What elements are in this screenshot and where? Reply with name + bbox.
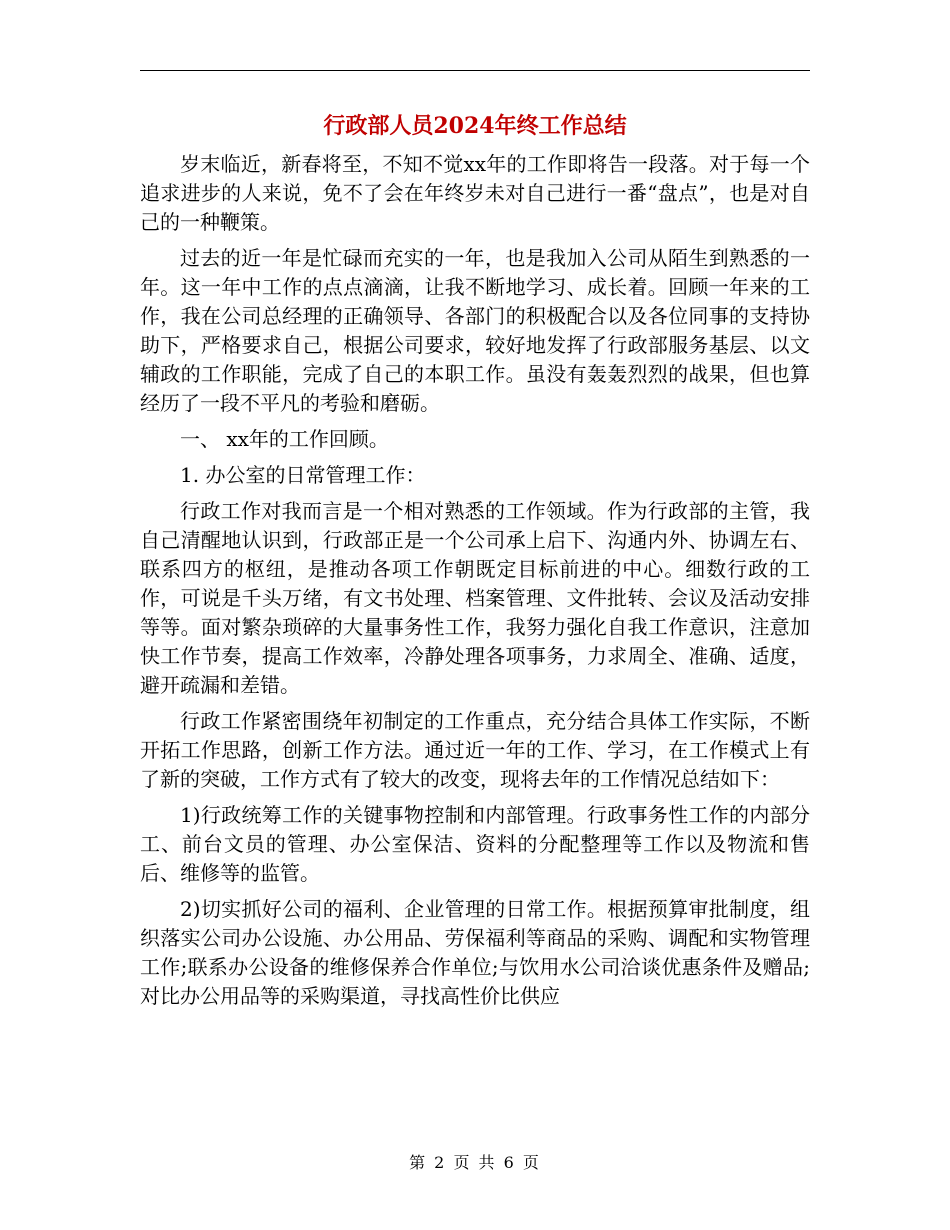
paragraph-intro: 岁末临近，新春将至，不知不觉xx年的工作即将告一段落。对于每一个追求进步的人来说，免不了会在年终岁未对自己进行一番“盘点”，也是对自己的一种鞭策。 (140, 152, 810, 234)
list-item-2: 2)切实抓好公司的福利、企业管理的日常工作。根据预算审批制度，组织落实公司办公设施、办公用品、劳保福利等商品的采购、调配和实物管理工作;联系办公设备的维修保养合作单位;与饮用水公司洽谈优惠条件及赠品;对比办公用品等的采购渠道，寻找高性价比供应 (140, 897, 810, 1008)
section-heading-review: 一、 xx年的工作回顾。 (180, 427, 389, 451)
paragraph-admin-work: 行政工作对我而言是一个相对熟悉的工作领域。作为行政部的主管，我自己清醒地认识到，行政部正是一个公司承上启下、沟通内外、协调左右、联系四方的枢纽，是推动各项工作朝既定目标前进的中心。细数行政的工作，可说是千头万绪，有文书处理、档案管理、文件批转、会议及活动安排等等。面对繁杂琐碎的大量事务性工作，我努力强化自我工作意识，注意加快工作节奏，提高工作效率，冷静处理各项事务，力求周全、准确、适度，避开疏漏和差错。 (140, 499, 810, 697)
page-number: 第 2 页 共 6 页 (409, 1153, 541, 1172)
header-rule (140, 70, 810, 71)
document-body (140, 150, 810, 1018)
paragraph-past-year: 过去的近一年是忙碌而充实的一年，也是我加入公司从陌生到熟悉的一年。这一年中工作的点点滴滴，让我不断地学习、成长着。回顾一年来的工作，我在公司总经理的正确领导、各部门的积极配合以及各位同事的支持协助下，严格要求自己，根据公司要求，较好地发挥了行政部服务基层、以文辅政的工作职能，完成了自己的本职工作。虽没有轰轰烈烈的战果，但也算经历了一段不平凡的考验和磨砺。 (140, 246, 810, 415)
list-item-1: 1)行政统筹工作的关键事物控制和内部管理。行政事务性工作的内部分工、前台文员的管理、办公室保洁、资料的分配整理等工作以及物流和售后、维修等的监管。 (140, 803, 810, 885)
paragraph-admin-focus: 行政工作紧密围绕年初制定的工作重点，充分结合具体工作实际，不断开拓工作思路，创新工作方法。通过近一年的工作、学习，在工作模式上有了新的突破，工作方式有了较大的改变，现将去年的工作情况总结如下： (140, 709, 810, 791)
document-title: 行政部人员2024年终工作总结 (323, 113, 627, 139)
subsection-heading-office: 1. 办公室的日常管理工作： (180, 463, 426, 487)
